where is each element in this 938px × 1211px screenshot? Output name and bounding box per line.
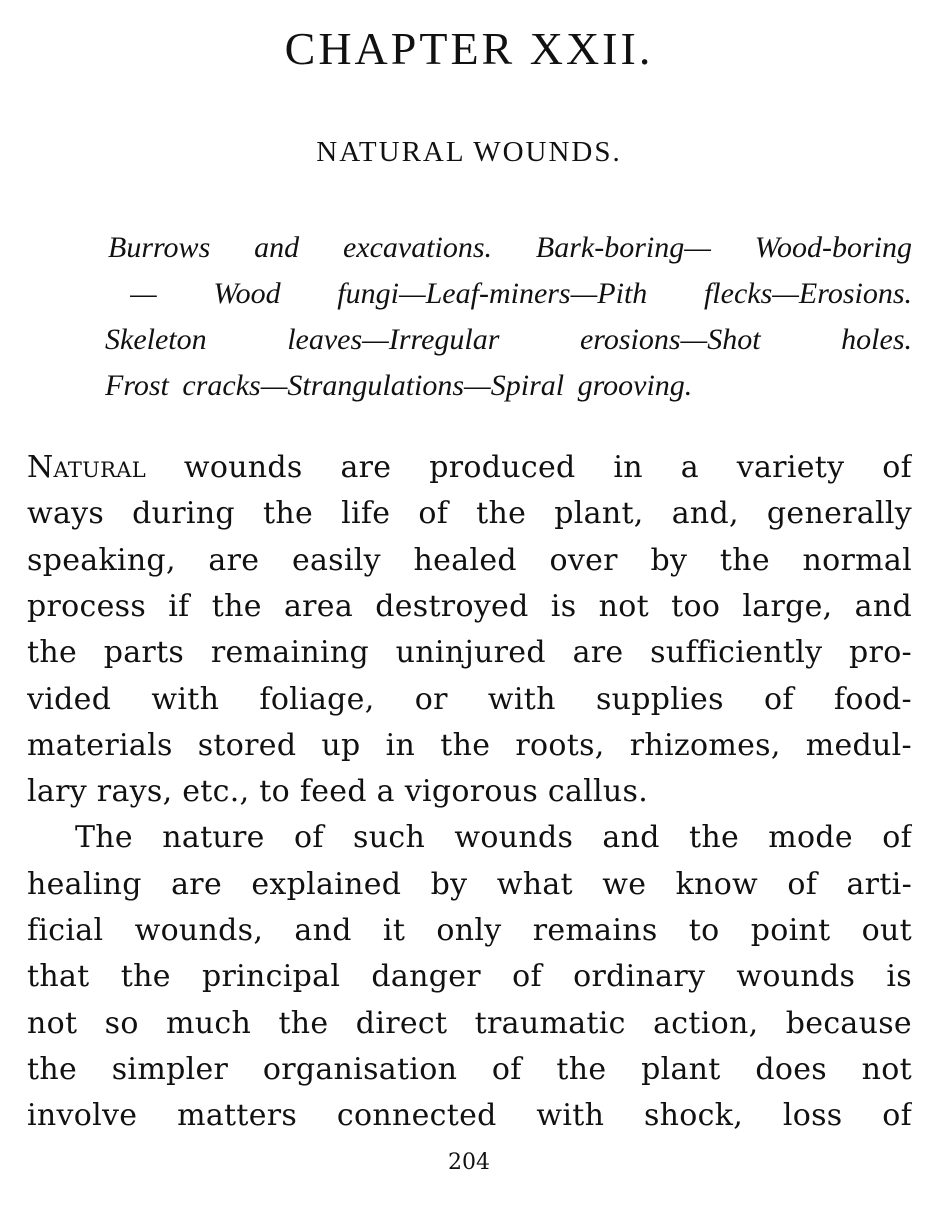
lead-word: Natural	[27, 450, 146, 485]
body-line: process if the area destroyed is not too large, and	[27, 588, 912, 624]
body-line: vided with foliage, or with supplies of food-	[27, 681, 912, 717]
body-line: materials stored up in the roots, rhizomes, medul-	[27, 727, 912, 763]
body-line: the simpler organisation of the plant does not	[27, 1051, 912, 1087]
summary-line: Skeleton leaves—Irregular erosions—Shot holes.	[105, 323, 912, 356]
body-line	[27, 446, 912, 490]
body-line-text: wounds are produced in a variety of	[146, 450, 912, 485]
chapter-title: CHAPTER XXII.	[284, 23, 654, 74]
body-line: the parts remaining uninjured are sufficiently pro-	[27, 635, 912, 671]
body-line: involve matters connected with shock, loss of	[27, 1098, 912, 1134]
body-line: that the principal danger of ordinary wounds is	[27, 959, 912, 995]
body-line: not so much the direct traumatic action, because	[27, 1005, 912, 1041]
section-title: NATURAL WOUNDS.	[316, 136, 622, 168]
summary-line: — Wood fungi—Leaf-miners—Pith flecks—Erosions.	[130, 277, 912, 310]
body-line: The nature of such wounds and the mode of	[75, 820, 912, 856]
body-line: lary rays, etc., to feed a vigorous callus.	[27, 774, 649, 810]
body-line: speaking, are easily healed over by the normal	[27, 542, 912, 578]
body-line: healing are explained by what we know of arti-	[27, 866, 912, 902]
body-line: ficial wounds, and it only remains to point out	[27, 913, 912, 948]
body-line: ways during the life of the plant, and, generally	[27, 496, 912, 532]
summary-line: Frost cracks—Strangulations—Spiral grooving.	[105, 369, 693, 402]
page-number: 204	[448, 1150, 490, 1175]
summary-line: Burrows and excavations. Bark-boring— Wood-boring	[108, 231, 912, 264]
